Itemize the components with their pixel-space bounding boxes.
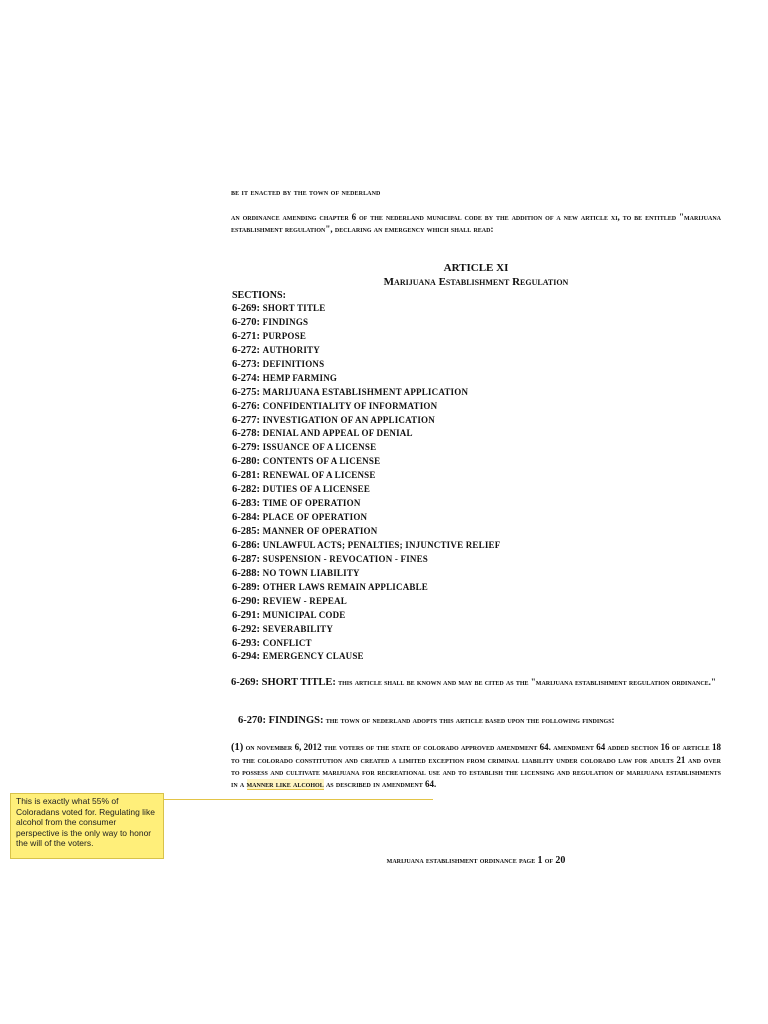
section-list-item (232, 344, 712, 358)
sections-label: SECTIONS: (232, 290, 286, 301)
short-title-paragraph (231, 676, 721, 689)
section-title: PURPOSE (262, 330, 307, 341)
section-list-item (232, 539, 712, 553)
section-number: 6-277: (232, 414, 260, 426)
finding-one-text-after: as described in amendment 64. (323, 779, 437, 789)
section-title: OTHER LAWS REMAIN APPLICABLE (262, 581, 429, 592)
section-list-item (232, 427, 712, 441)
section-number: 6-288: (232, 567, 260, 579)
section-title: DUTIES OF A LICENSEE (262, 484, 371, 495)
section-list-item (232, 386, 712, 400)
finding-one-lead: (1) (231, 742, 244, 753)
section-title: MUNICIPAL CODE (262, 609, 346, 620)
section-title: NO TOWN LIABILITY (262, 567, 360, 578)
section-title: PLACE OF OPERATION (262, 512, 368, 523)
section-title: SHORT TITLE (262, 303, 326, 313)
section-number: 6-287: (232, 553, 260, 565)
section-list-item (232, 483, 712, 497)
findings-lead: 6-270: FINDINGS: (238, 715, 324, 726)
section-title: HEMP FARMING (262, 372, 338, 383)
section-title: DEFINITIONS (262, 358, 325, 369)
section-number: 6-289: (232, 581, 260, 593)
ordinance-intro: an ordinance amending chapter 6 of the nederland municipal code by the addition of a new article xi, to be entitled "marijuana establishment regulation", declaring an emergency which shall read: (231, 212, 721, 234)
section-list-item (232, 511, 712, 525)
section-list-item (232, 595, 712, 609)
section-title: DENIAL AND APPEAL OF DENIAL (262, 428, 413, 439)
annotation-leader-line (163, 799, 433, 800)
findings-paragraph (238, 714, 722, 727)
section-number: 6-276: (232, 400, 260, 412)
section-number: 6-293: (232, 637, 260, 649)
section-list-item (232, 650, 712, 664)
article-title: Marijuana Establishment Regulation (383, 276, 569, 288)
section-list-item (232, 567, 712, 581)
section-number: 6-286: (232, 539, 260, 551)
section-title: CONTENTS OF A LICENSE (262, 456, 381, 467)
section-list-item (232, 637, 712, 651)
section-title: UNLAWFUL ACTS; PENALTIES; INJUNCTIVE RELIEF (262, 539, 501, 550)
section-number: 6-282: (232, 484, 260, 496)
section-title: AUTHORITY (262, 344, 320, 355)
findings-text: the town of nederland adopts this article based upon the following findings: (323, 715, 615, 725)
article-number: ARTICLE XI (443, 262, 509, 274)
section-title: SEVERABILITY (262, 623, 334, 634)
section-title: CONFLICT (262, 637, 312, 648)
section-number: 6-292: (232, 623, 260, 635)
section-title: ISSUANCE OF A LICENSE (262, 442, 377, 453)
section-list-item (232, 358, 712, 372)
section-list-item (232, 330, 712, 344)
section-list-item (232, 623, 712, 637)
footer-label: marijuana establishment ordinance page (386, 855, 536, 865)
section-number: 6-270: (232, 316, 260, 328)
annotation-note[interactable]: This is exactly what 55% of Coloradans voted for. Regulating like alcohol from the consumer perspective is the only way to honor the will of the voters. (10, 793, 164, 859)
section-title: SUSPENSION - REVOCATION - FINES (262, 553, 429, 564)
section-number: 6-291: (232, 609, 260, 621)
section-number: 6-284: (232, 512, 260, 524)
section-title: RENEWAL OF A LICENSE (262, 470, 376, 481)
section-number: 6-269: (232, 303, 260, 314)
section-number: 6-285: (232, 526, 260, 537)
section-list-item (232, 497, 712, 511)
section-title: REVIEW - REPEAL (262, 595, 347, 606)
section-list-item (232, 302, 712, 316)
section-number: 6-281: (232, 470, 260, 482)
section-list-item (232, 455, 712, 469)
footer-of: of (544, 855, 554, 865)
section-list-item (232, 609, 712, 623)
section-list-item (232, 372, 712, 386)
section-title: TIME OF OPERATION (262, 498, 361, 509)
section-number: 6-272: (232, 344, 260, 356)
section-number: 6-280: (232, 456, 260, 468)
section-list-item (232, 581, 712, 595)
section-list (232, 302, 712, 664)
footer-page-number: 1 (537, 855, 543, 866)
footer-page-total: 20 (555, 855, 566, 866)
section-number: 6-290: (232, 595, 260, 607)
section-number: 6-294: (232, 651, 260, 663)
short-title-lead: 6-269: SHORT TITLE: (231, 677, 336, 688)
section-number: 6-283: (232, 498, 260, 510)
section-number: 6-274: (232, 372, 260, 384)
section-title: MANNER OF OPERATION (262, 526, 378, 536)
section-list-item (232, 469, 712, 483)
section-list-item (232, 441, 712, 455)
section-number: 6-278: (232, 428, 260, 440)
page-footer (231, 855, 721, 866)
section-list-item (232, 414, 712, 428)
section-list-item (232, 553, 712, 567)
highlighted-phrase[interactable]: manner like alcohol (246, 779, 324, 789)
section-title: MARIJUANA ESTABLISHMENT APPLICATION (262, 386, 469, 397)
section-list-item (232, 525, 712, 539)
section-list-item (232, 316, 712, 330)
short-title-text: this article shall be known and may be cited as the "marijuana establishment regulation ordinance." (335, 677, 716, 687)
section-title: INVESTIGATION OF AN APPLICATION (262, 414, 435, 425)
enactment-clause: be it enacted by the town of nederland (231, 187, 381, 197)
section-number: 6-279: (232, 442, 260, 454)
section-list-item (232, 400, 712, 414)
article-heading (231, 261, 721, 289)
section-number: 6-271: (232, 330, 260, 342)
section-title: CONFIDENTIALITY OF INFORMATION (262, 400, 438, 411)
section-number: 6-275: (232, 386, 260, 398)
section-number: 6-273: (232, 358, 260, 370)
finding-one-paragraph (231, 741, 721, 790)
section-title: FINDINGS (262, 316, 309, 327)
finding-one-text-before: on november 6, 2012 the voters of the state of colorado approved amendment 64. amendment 64 added section 16 of article 18 to the colorado constitution and created a limited exception from criminal liability under colorado law for adults 21 and over to possess and cultivate marijuana for recreational use and to establish the licensing and regulation of marijuana establishments in a (231, 742, 721, 789)
section-title: EMERGENCY CLAUSE (262, 651, 364, 662)
